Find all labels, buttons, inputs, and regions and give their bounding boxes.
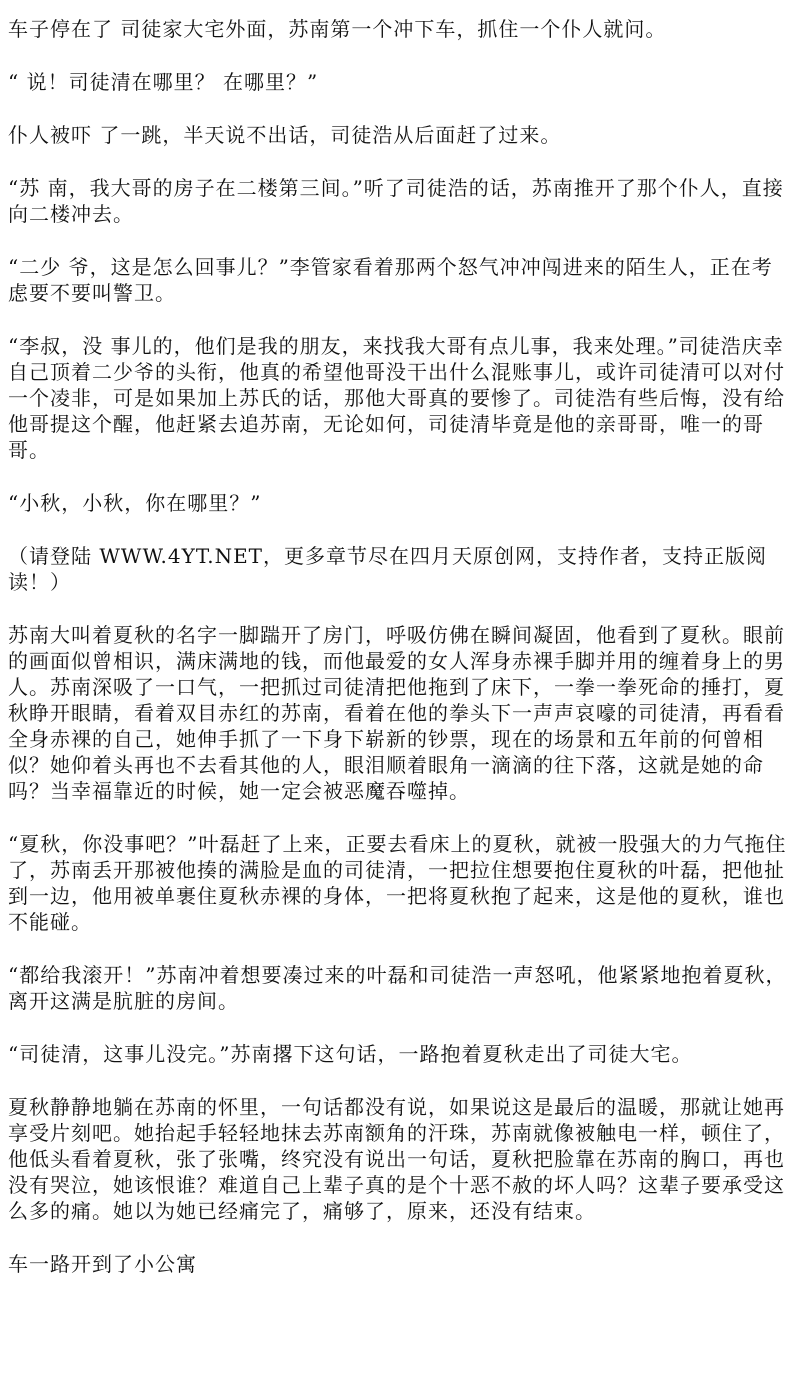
paragraph: 车子停在了 司徒家大宅外面，苏南第一个冲下车，抓住一个仆人就问。	[8, 17, 667, 41]
paragraph: “夏秋，你没事吧？”叶磊赶了上来，正要去看床上的夏秋，就被一股强大的力气拖住了，苏南丢开那被他揍的满脸是血的司徒清，一把拉住想要抱住夏秋的叶磊，把他扯到一边，他用被单裹住夏秋赤裸的身体，一把将夏秋抱了起来，这是他的夏秋，谁也不能碰。	[8, 832, 787, 934]
paragraph: “司徒清，这事儿没完。”苏南撂下这句话，一路抱着夏秋走出了司徒大宅。	[8, 1042, 693, 1066]
paragraph: “苏 南，我大哥的房子在二楼第三间。”听了司徒浩的话，苏南推开了那个仆人，直接向二楼冲去。	[8, 176, 784, 226]
paragraph: 夏秋静静地躺在苏南的怀里，一句话都没有说，如果说这是最后的温暖，那就让她再享受片刻吧。她抬起手轻轻地抹去苏南额角的汗珠，苏南就像被触电一样，顿住了，他低头看着夏秋，张了张嘴，终究没有说出一句话，夏秋把脸靠在苏南的胸口，再也没有哭泣，她该恨谁？难道自己上辈子真的是个十恶不赦的坏人吗？这辈子要承受这么多的痛。她以为她已经痛完了，痛够了，原来，还没有结束。	[8, 1095, 785, 1223]
paragraph: 车一路开到了小公寓	[8, 1252, 197, 1276]
paragraph: “李叔，没 事儿的，他们是我的朋友，来找我大哥有点儿事，我来处理。”司徒浩庆幸自己顶着二少爷的头衔，他真的希望他哥没干出什么混账事儿，或许司徒清可以对付一个凌非，可是如果加上苏氏的话，那他大哥真的要惨了。司徒浩有些后悔，没有给他哥提这个醒，他赶紧去追苏南，无论如何，司徒清毕竟是他的亲哥哥，唯一的哥哥。	[8, 334, 785, 462]
paragraph: 仆人被吓 了一跳，半天说不出话，司徒浩从后面赶了过来。	[8, 123, 562, 147]
paragraph: “二少 爷，这是怎么回事儿？”李管家看着那两个怒气冲冲闯进来的陌生人，正在考虑要不要叫警卫。	[8, 255, 773, 305]
support-note-paragraph: （请登陆 WWW.4YT.NET，更多章节尽在四月天原创网，支持作者，支持正版阅读！）	[8, 544, 768, 594]
paragraph: “ 说！司徒清在哪里？ 在哪里？”	[8, 70, 319, 94]
paragraph: 苏南大叫着夏秋的名字一脚踹开了房门，呼吸仿佛在瞬间凝固，他看到了夏秋。眼前的画面似曾相识，满床满地的钱，而他最爱的女人浑身赤裸手脚并用的缠着身上的男人。苏南深吸了一口气，一把抓过司徒清把他拖到了床下，一拳一拳死命的捶打，夏秋睁开眼睛，看着双目赤红的苏南，看着在他的拳头下一声声哀嚎的司徒清，再看看全身赤裸的自己，她伸手抓了一下身下崭新的钞票，现在的场景和五年前的何曾相似？她仰着头再也不去看其他的人，眼泪顺着眼角一滴滴的往下落，这就是她的命吗？当幸福靠近的时候，她一定会被恶魔吞噬掉。	[8, 623, 785, 803]
paragraph: “小秋，小秋，你在哪里？”	[8, 491, 262, 515]
paragraph: “都给我滚开！”苏南冲着想要凑过来的叶磊和司徒浩一声怒吼，他紧紧地抱着夏秋，离开这满是肮脏的房间。	[8, 963, 787, 1013]
